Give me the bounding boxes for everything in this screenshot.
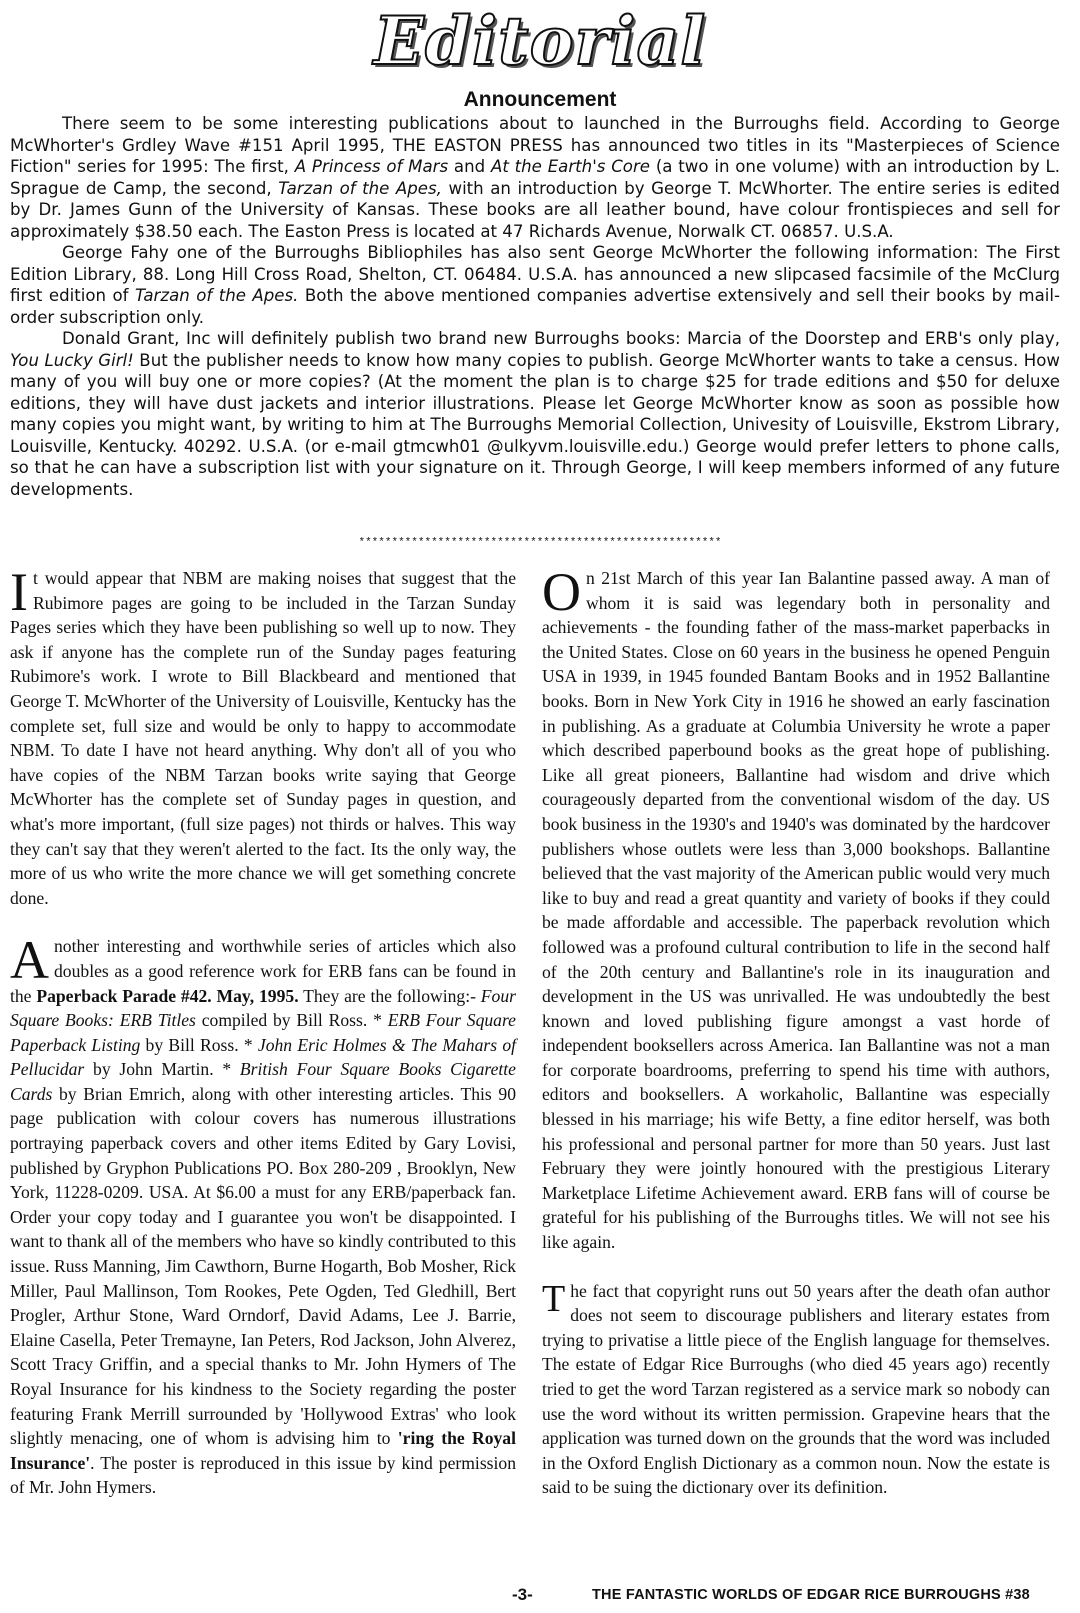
announcement-paragraph: There seem to be some interesting publications about to launched in the Burroughs field. According to George McWhorter's Grdley Wave #151 April 1995, THE EASTON PRESS has announced two titles in its "Masterpieces of Science Fiction" series for 1995: The first, A Princess of Mars and At the Earth's Core (a two in one volume) with an introduction by L. Sprague de Camp, the second, Tarzan of the Apes, with an introduction by George T. McWhorter. The entire series is edited by Dr. James Gunn of the University of Kansas. These books are all leather bound, have colour frontispieces and sell for approximately $38.50 each. The Easton Press is located at 47 Richards Avenue, Norwalk CT. 06857. U.S.A.: [10, 114, 1060, 241]
announcement-body: [10, 113, 1060, 500]
drop-cap: I: [10, 562, 28, 622]
magazine-title: THE FANTASTIC WORLDS OF EDGAR RICE BURROUGHS #38: [592, 1587, 1030, 1603]
article-paragraph: Another interesting and worthwhile series of articles which also doubles as a good reference work for ERB fans can be found in the Paperback Parade #42. May, 1995. They are the following:- Four Square Books: ERB Titles compiled by Bill Ross. * ERB Four Square Paperback Listing by Bill Ross. * John Eric Holmes & The Mahars of Pellucidar by John Martin. * British Four Square Books Cigarette Cards by Brian Emrich, along with other interesting articles. This 90 page publication with colour covers has numerous illustrations portraying paperback covers and other items Edited by Gary Lovisi, published by Gryphon Publications PO. Box 280-209 , Brooklyn, New York, 11228-0209. USA. At $6.00 a must for any ERB/paperback fan. Order your copy today and I guarantee you won't be disappointed. I want to thank all of the members who have so kindly contributed to this issue. Russ Manning, Jim Cawthorn, Burne Hogarth, Bob Mosher, Rick Miller, Paul Mallinson, Tom Rookes, Pete Ogden, Ted Gledhill, Bert Progler, Arthur Stone, Ward Orndorf, David Adams, Lee J. Barrie, Elaine Casella, Peter Tremayne, Ian Peters, Rod Jackson, John Alverez, Scott Tracy Griffin, and a special thanks to Mr. John Hymers of The Royal Insurance for his kindness to the Society regarding the poster featuring Frank Merrill surrounded by 'Hollywood Extras' who look slightly menacing, one of whom is advising him to 'ring the Royal Insurance'. The poster is reproduced in this issue by kind permission of Mr. John Hymers.: [10, 930, 517, 1498]
right-column: [542, 562, 1050, 1500]
page-footer: [0, 1583, 1080, 1609]
article-paragraph: It would appear that NBM are making noises that suggest that the Rubimore pages are going to be included in the Tarzan Sunday Pages series which they have been publishing so well up to now. They ask if anyone has the complete run of the Sunday pages featuring Rubimore's work. I wrote to Bill Blackbeard and mentioned that George T. McWhorter of the University of Louisville, Kentucky has the complete set, full size and would be only to happy to accommodate NBM. To date I have not heard anything. Why don't all of you who have copies of the NBM Tarzan books write saying that George McWhorter has the complete set of Sunday pages in question, and what's more important, (full size pages) not thirds or halves. This way they can't say that they weren't alerted to the fact. Its the only way, the more of us who write the more chance we will get something concrete done.: [10, 562, 516, 908]
announcement-heading: Announcement: [463, 88, 617, 111]
page-number: -3-: [512, 1585, 533, 1604]
announcement-paragraph: Donald Grant, Inc will definitely publish two brand new Burroughs books: Marcia of the Doorstep and ERB's only play, You Lucky Girl! But the publisher needs to know how many copies to publish. George McWhorter wants to take a census. How many of you will buy one or more copies? (At the moment the plan is to charge $25 for trade editions and $50 for deluxe editions, they will have dust jackets and interior illustrations. Please let George McWhorter know as soon as possible how many copies you might want, by writing to him at The Burroughs Memorial Collection, Univesity of Louisville, Ekstrom Library, Louisville, Kentucky. 40292. U.S.A. (or e-mail gtmcwh01 @ulkyvm.louisville.edu.) George would prefer letters to phone calls, so that he can have a subscription list with your signature on it. Through George, I will keep members informed of any future developments.: [10, 329, 1061, 499]
drop-cap: T: [542, 1277, 566, 1320]
drop-cap: A: [10, 930, 49, 991]
article-paragraph: The fact that copyright runs out 50 years after the death ofan author does not seem to discourage publishers and literary estates from trying to privatise a little piece of the English language for themselves. The estate of Edgar Rice Burroughs (who died 45 years ago) recently tried to get the word Tarzan registered as a service mark so nobody can use the word without its written permission. Grapevine hears that the application was turned down on the grounds that the word was included in the Oxford English Dictionary as a common noun. Now the estate is said to be suing the dictionary over its definition.: [542, 1277, 1050, 1498]
announcement-paragraph: George Fahy one of the Burroughs Bibliophiles has also sent George McWhorter the following information: The First Edition Library, 88. Long Hill Cross Road, Shelton, CT. 06484. U.S.A. has announced a new slipcased facsimile of the McClurg first edition of Tarzan of the Apes. Both the above mentioned companies advertise extensively and sell their books by mail-order subscription only.: [10, 243, 1060, 327]
drop-cap: O: [542, 562, 581, 622]
section-separator: *******************************************************: [358, 537, 722, 549]
editorial-masthead: Editorial: [373, 2, 707, 80]
article-paragraph: On 21st March of this year Ian Balantine passed away. A man of whom it is said was legendary both in personality and achievements - the founding father of the mass-market paperbacks in the United States. Close on 60 years in the business he opened Penguin USA in 1939, in 1945 founded Bantam Books and in 1952 Ballantine books. Born in New York City in 1916 he showed an early fascination in publishing. As a graduate at Columbia University he wrote a paper which described paperbound books as the great hope of publishing. Like all great pioneers, Ballantine had wisdom and drive which courageously departed from the conventional wisdom of the day. US book business in the 1930's and 1940's was dominated by the hardcover publishers whose outlets were less than 3,000 bookshops. Ballantine believed that the vast majority of the American public would very much like to buy and read a great quantity and variety of books if they could be made affordable and accessible. The paperback revolution which followed was a profound cultural contribution to life in the second half of the 20th century and Ballantine's role in its inauguration and development in the US was unrivalled. He was undoubtedly the best known and loved publishing figure amongst a vast horde of independent booksellers across America. Ian Ballantine was not a man for corporate boardrooms, preferring to spend his time with authors, editors and booksellers. A workaholic, Ballantine was especially blessed in his marriage; his wife Betty, a fine editor herself, was both his professional and personal partner for more than 50 years. Just last February they were jointly honoured with the prestigious Literary Marketplace Lifetime Achievement award. ERB fans will of course be grateful for his publishing of the Burroughs titles. We will not see his like again.: [542, 562, 1050, 1253]
left-column: [10, 562, 517, 1500]
